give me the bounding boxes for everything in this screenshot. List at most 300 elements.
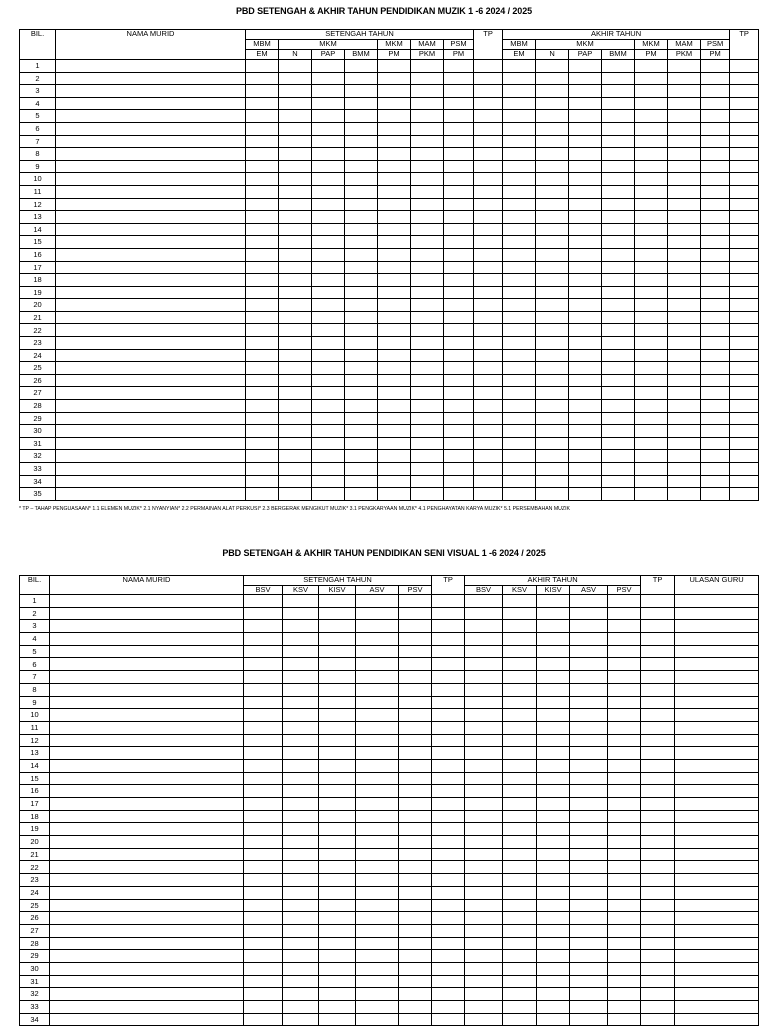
score-cell[interactable] bbox=[246, 223, 279, 236]
score-cell[interactable] bbox=[503, 211, 536, 224]
score-cell[interactable] bbox=[537, 683, 570, 696]
nama-murid-cell[interactable] bbox=[50, 810, 244, 823]
score-cell[interactable] bbox=[279, 72, 312, 85]
score-cell[interactable] bbox=[474, 148, 503, 161]
score-cell[interactable] bbox=[432, 798, 465, 811]
score-cell[interactable] bbox=[246, 148, 279, 161]
score-cell[interactable] bbox=[378, 97, 411, 110]
nama-murid-cell[interactable] bbox=[50, 785, 244, 798]
nama-murid-cell[interactable] bbox=[50, 658, 244, 671]
nama-murid-cell[interactable] bbox=[56, 286, 246, 299]
score-cell[interactable] bbox=[503, 899, 537, 912]
score-cell[interactable] bbox=[244, 950, 283, 963]
score-cell[interactable] bbox=[345, 425, 378, 438]
score-cell[interactable] bbox=[465, 658, 503, 671]
score-cell[interactable] bbox=[503, 759, 537, 772]
score-cell[interactable] bbox=[701, 236, 730, 249]
score-cell[interactable] bbox=[283, 721, 319, 734]
score-cell[interactable] bbox=[570, 658, 608, 671]
score-cell[interactable] bbox=[730, 299, 759, 312]
score-cell[interactable] bbox=[569, 60, 602, 73]
score-cell[interactable] bbox=[608, 962, 641, 975]
score-cell[interactable] bbox=[675, 671, 759, 684]
score-cell[interactable] bbox=[536, 248, 569, 261]
score-cell[interactable] bbox=[279, 324, 312, 337]
score-cell[interactable] bbox=[432, 785, 465, 798]
score-cell[interactable] bbox=[474, 97, 503, 110]
score-cell[interactable] bbox=[608, 607, 641, 620]
score-cell[interactable] bbox=[675, 798, 759, 811]
score-cell[interactable] bbox=[279, 400, 312, 413]
score-cell[interactable] bbox=[283, 607, 319, 620]
score-cell[interactable] bbox=[474, 299, 503, 312]
nama-murid-cell[interactable] bbox=[50, 620, 244, 633]
score-cell[interactable] bbox=[345, 475, 378, 488]
score-cell[interactable] bbox=[432, 861, 465, 874]
score-cell[interactable] bbox=[701, 337, 730, 350]
score-cell[interactable] bbox=[283, 747, 319, 760]
nama-murid-cell[interactable] bbox=[56, 311, 246, 324]
score-cell[interactable] bbox=[319, 874, 356, 887]
score-cell[interactable] bbox=[312, 173, 345, 186]
score-cell[interactable] bbox=[730, 122, 759, 135]
score-cell[interactable] bbox=[319, 924, 356, 937]
score-cell[interactable] bbox=[444, 236, 474, 249]
score-cell[interactable] bbox=[356, 645, 399, 658]
score-cell[interactable] bbox=[569, 160, 602, 173]
score-cell[interactable] bbox=[432, 671, 465, 684]
score-cell[interactable] bbox=[319, 747, 356, 760]
score-cell[interactable] bbox=[570, 848, 608, 861]
score-cell[interactable] bbox=[411, 286, 444, 299]
score-cell[interactable] bbox=[569, 248, 602, 261]
score-cell[interactable] bbox=[641, 899, 675, 912]
score-cell[interactable] bbox=[444, 450, 474, 463]
score-cell[interactable] bbox=[537, 924, 570, 937]
score-cell[interactable] bbox=[730, 488, 759, 501]
nama-murid-cell[interactable] bbox=[50, 950, 244, 963]
score-cell[interactable] bbox=[283, 696, 319, 709]
score-cell[interactable] bbox=[474, 475, 503, 488]
score-cell[interactable] bbox=[641, 886, 675, 899]
score-cell[interactable] bbox=[246, 60, 279, 73]
score-cell[interactable] bbox=[345, 72, 378, 85]
score-cell[interactable] bbox=[536, 349, 569, 362]
score-cell[interactable] bbox=[536, 160, 569, 173]
score-cell[interactable] bbox=[602, 412, 635, 425]
score-cell[interactable] bbox=[608, 899, 641, 912]
nama-murid-cell[interactable] bbox=[56, 110, 246, 123]
nama-murid-cell[interactable] bbox=[56, 261, 246, 274]
score-cell[interactable] bbox=[602, 223, 635, 236]
score-cell[interactable] bbox=[536, 97, 569, 110]
score-cell[interactable] bbox=[503, 72, 536, 85]
nama-murid-cell[interactable] bbox=[50, 721, 244, 734]
score-cell[interactable] bbox=[246, 110, 279, 123]
score-cell[interactable] bbox=[570, 734, 608, 747]
score-cell[interactable] bbox=[668, 412, 701, 425]
score-cell[interactable] bbox=[465, 836, 503, 849]
nama-murid-cell[interactable] bbox=[56, 248, 246, 261]
score-cell[interactable] bbox=[635, 437, 668, 450]
score-cell[interactable] bbox=[602, 85, 635, 98]
score-cell[interactable] bbox=[641, 810, 675, 823]
score-cell[interactable] bbox=[570, 937, 608, 950]
nama-murid-cell[interactable] bbox=[56, 198, 246, 211]
score-cell[interactable] bbox=[730, 362, 759, 375]
nama-murid-cell[interactable] bbox=[50, 962, 244, 975]
score-cell[interactable] bbox=[635, 122, 668, 135]
score-cell[interactable] bbox=[675, 785, 759, 798]
score-cell[interactable] bbox=[246, 97, 279, 110]
score-cell[interactable] bbox=[378, 248, 411, 261]
score-cell[interactable] bbox=[378, 72, 411, 85]
score-cell[interactable] bbox=[503, 595, 537, 608]
score-cell[interactable] bbox=[570, 607, 608, 620]
score-cell[interactable] bbox=[641, 620, 675, 633]
score-cell[interactable] bbox=[378, 412, 411, 425]
score-cell[interactable] bbox=[503, 475, 536, 488]
score-cell[interactable] bbox=[675, 658, 759, 671]
score-cell[interactable] bbox=[537, 810, 570, 823]
score-cell[interactable] bbox=[503, 160, 536, 173]
score-cell[interactable] bbox=[283, 912, 319, 925]
score-cell[interactable] bbox=[345, 173, 378, 186]
score-cell[interactable] bbox=[283, 924, 319, 937]
score-cell[interactable] bbox=[503, 874, 537, 887]
score-cell[interactable] bbox=[503, 823, 537, 836]
score-cell[interactable] bbox=[569, 362, 602, 375]
score-cell[interactable] bbox=[319, 759, 356, 772]
score-cell[interactable] bbox=[411, 412, 444, 425]
score-cell[interactable] bbox=[399, 696, 432, 709]
score-cell[interactable] bbox=[537, 721, 570, 734]
nama-murid-cell[interactable] bbox=[50, 988, 244, 1001]
score-cell[interactable] bbox=[246, 324, 279, 337]
score-cell[interactable] bbox=[345, 324, 378, 337]
score-cell[interactable] bbox=[244, 823, 283, 836]
score-cell[interactable] bbox=[356, 709, 399, 722]
score-cell[interactable] bbox=[399, 747, 432, 760]
score-cell[interactable] bbox=[675, 886, 759, 899]
score-cell[interactable] bbox=[537, 937, 570, 950]
score-cell[interactable] bbox=[411, 387, 444, 400]
score-cell[interactable] bbox=[730, 463, 759, 476]
score-cell[interactable] bbox=[465, 772, 503, 785]
score-cell[interactable] bbox=[345, 85, 378, 98]
score-cell[interactable] bbox=[244, 671, 283, 684]
score-cell[interactable] bbox=[668, 223, 701, 236]
score-cell[interactable] bbox=[319, 836, 356, 849]
score-cell[interactable] bbox=[668, 236, 701, 249]
score-cell[interactable] bbox=[503, 1001, 537, 1014]
score-cell[interactable] bbox=[444, 362, 474, 375]
score-cell[interactable] bbox=[474, 274, 503, 287]
score-cell[interactable] bbox=[474, 72, 503, 85]
score-cell[interactable] bbox=[244, 620, 283, 633]
score-cell[interactable] bbox=[635, 110, 668, 123]
score-cell[interactable] bbox=[641, 785, 675, 798]
score-cell[interactable] bbox=[536, 185, 569, 198]
score-cell[interactable] bbox=[319, 785, 356, 798]
nama-murid-cell[interactable] bbox=[56, 387, 246, 400]
score-cell[interactable] bbox=[602, 72, 635, 85]
score-cell[interactable] bbox=[411, 122, 444, 135]
score-cell[interactable] bbox=[701, 60, 730, 73]
score-cell[interactable] bbox=[432, 924, 465, 937]
score-cell[interactable] bbox=[635, 97, 668, 110]
score-cell[interactable] bbox=[356, 810, 399, 823]
score-cell[interactable] bbox=[536, 110, 569, 123]
score-cell[interactable] bbox=[608, 683, 641, 696]
nama-murid-cell[interactable] bbox=[50, 848, 244, 861]
score-cell[interactable] bbox=[432, 772, 465, 785]
score-cell[interactable] bbox=[444, 211, 474, 224]
score-cell[interactable] bbox=[602, 211, 635, 224]
score-cell[interactable] bbox=[675, 683, 759, 696]
score-cell[interactable] bbox=[444, 185, 474, 198]
score-cell[interactable] bbox=[474, 211, 503, 224]
score-cell[interactable] bbox=[635, 236, 668, 249]
score-cell[interactable] bbox=[474, 324, 503, 337]
score-cell[interactable] bbox=[411, 374, 444, 387]
score-cell[interactable] bbox=[283, 734, 319, 747]
nama-murid-cell[interactable] bbox=[56, 274, 246, 287]
score-cell[interactable] bbox=[444, 173, 474, 186]
score-cell[interactable] bbox=[675, 836, 759, 849]
score-cell[interactable] bbox=[411, 72, 444, 85]
score-cell[interactable] bbox=[503, 349, 536, 362]
score-cell[interactable] bbox=[675, 696, 759, 709]
score-cell[interactable] bbox=[701, 122, 730, 135]
score-cell[interactable] bbox=[399, 912, 432, 925]
score-cell[interactable] bbox=[246, 463, 279, 476]
score-cell[interactable] bbox=[474, 198, 503, 211]
score-cell[interactable] bbox=[570, 810, 608, 823]
score-cell[interactable] bbox=[635, 299, 668, 312]
score-cell[interactable] bbox=[283, 772, 319, 785]
score-cell[interactable] bbox=[432, 721, 465, 734]
score-cell[interactable] bbox=[474, 374, 503, 387]
nama-murid-cell[interactable] bbox=[50, 633, 244, 646]
score-cell[interactable] bbox=[312, 198, 345, 211]
score-cell[interactable] bbox=[465, 696, 503, 709]
score-cell[interactable] bbox=[356, 950, 399, 963]
score-cell[interactable] bbox=[675, 810, 759, 823]
score-cell[interactable] bbox=[503, 324, 536, 337]
score-cell[interactable] bbox=[345, 400, 378, 413]
nama-murid-cell[interactable] bbox=[56, 437, 246, 450]
score-cell[interactable] bbox=[312, 349, 345, 362]
score-cell[interactable] bbox=[570, 633, 608, 646]
score-cell[interactable] bbox=[730, 135, 759, 148]
score-cell[interactable] bbox=[569, 173, 602, 186]
score-cell[interactable] bbox=[537, 874, 570, 887]
score-cell[interactable] bbox=[570, 645, 608, 658]
score-cell[interactable] bbox=[503, 912, 537, 925]
score-cell[interactable] bbox=[432, 912, 465, 925]
score-cell[interactable] bbox=[503, 148, 536, 161]
score-cell[interactable] bbox=[602, 173, 635, 186]
score-cell[interactable] bbox=[378, 362, 411, 375]
score-cell[interactable] bbox=[602, 349, 635, 362]
score-cell[interactable] bbox=[319, 975, 356, 988]
nama-murid-cell[interactable] bbox=[50, 683, 244, 696]
score-cell[interactable] bbox=[602, 236, 635, 249]
score-cell[interactable] bbox=[246, 274, 279, 287]
score-cell[interactable] bbox=[641, 709, 675, 722]
score-cell[interactable] bbox=[641, 798, 675, 811]
score-cell[interactable] bbox=[675, 633, 759, 646]
score-cell[interactable] bbox=[701, 160, 730, 173]
score-cell[interactable] bbox=[641, 1001, 675, 1014]
score-cell[interactable] bbox=[641, 671, 675, 684]
score-cell[interactable] bbox=[319, 988, 356, 1001]
score-cell[interactable] bbox=[244, 899, 283, 912]
score-cell[interactable] bbox=[641, 950, 675, 963]
score-cell[interactable] bbox=[569, 324, 602, 337]
score-cell[interactable] bbox=[319, 607, 356, 620]
nama-murid-cell[interactable] bbox=[56, 60, 246, 73]
score-cell[interactable] bbox=[537, 620, 570, 633]
score-cell[interactable] bbox=[602, 122, 635, 135]
score-cell[interactable] bbox=[570, 836, 608, 849]
nama-murid-cell[interactable] bbox=[50, 836, 244, 849]
nama-murid-cell[interactable] bbox=[56, 185, 246, 198]
score-cell[interactable] bbox=[399, 899, 432, 912]
score-cell[interactable] bbox=[641, 747, 675, 760]
score-cell[interactable] bbox=[465, 823, 503, 836]
score-cell[interactable] bbox=[503, 425, 536, 438]
score-cell[interactable] bbox=[570, 759, 608, 772]
score-cell[interactable] bbox=[444, 488, 474, 501]
score-cell[interactable] bbox=[399, 810, 432, 823]
score-cell[interactable] bbox=[345, 248, 378, 261]
score-cell[interactable] bbox=[411, 160, 444, 173]
nama-murid-cell[interactable] bbox=[50, 975, 244, 988]
score-cell[interactable] bbox=[536, 387, 569, 400]
score-cell[interactable] bbox=[279, 148, 312, 161]
score-cell[interactable] bbox=[312, 122, 345, 135]
nama-murid-cell[interactable] bbox=[56, 85, 246, 98]
score-cell[interactable] bbox=[246, 337, 279, 350]
score-cell[interactable] bbox=[503, 223, 536, 236]
score-cell[interactable] bbox=[356, 937, 399, 950]
score-cell[interactable] bbox=[503, 836, 537, 849]
score-cell[interactable] bbox=[356, 962, 399, 975]
score-cell[interactable] bbox=[536, 173, 569, 186]
score-cell[interactable] bbox=[608, 836, 641, 849]
score-cell[interactable] bbox=[279, 160, 312, 173]
score-cell[interactable] bbox=[503, 299, 536, 312]
score-cell[interactable] bbox=[537, 886, 570, 899]
score-cell[interactable] bbox=[730, 97, 759, 110]
score-cell[interactable] bbox=[474, 450, 503, 463]
score-cell[interactable] bbox=[356, 595, 399, 608]
score-cell[interactable] bbox=[675, 709, 759, 722]
score-cell[interactable] bbox=[246, 475, 279, 488]
score-cell[interactable] bbox=[279, 248, 312, 261]
score-cell[interactable] bbox=[608, 975, 641, 988]
score-cell[interactable] bbox=[569, 400, 602, 413]
score-cell[interactable] bbox=[730, 72, 759, 85]
score-cell[interactable] bbox=[444, 110, 474, 123]
score-cell[interactable] bbox=[345, 261, 378, 274]
score-cell[interactable] bbox=[283, 1001, 319, 1014]
score-cell[interactable] bbox=[536, 488, 569, 501]
score-cell[interactable] bbox=[465, 747, 503, 760]
score-cell[interactable] bbox=[536, 324, 569, 337]
score-cell[interactable] bbox=[279, 173, 312, 186]
score-cell[interactable] bbox=[411, 236, 444, 249]
score-cell[interactable] bbox=[319, 658, 356, 671]
score-cell[interactable] bbox=[244, 988, 283, 1001]
score-cell[interactable] bbox=[701, 274, 730, 287]
score-cell[interactable] bbox=[503, 924, 537, 937]
score-cell[interactable] bbox=[641, 988, 675, 1001]
score-cell[interactable] bbox=[399, 988, 432, 1001]
score-cell[interactable] bbox=[701, 110, 730, 123]
score-cell[interactable] bbox=[312, 488, 345, 501]
score-cell[interactable] bbox=[635, 85, 668, 98]
score-cell[interactable] bbox=[503, 721, 537, 734]
score-cell[interactable] bbox=[432, 1001, 465, 1014]
score-cell[interactable] bbox=[569, 97, 602, 110]
score-cell[interactable] bbox=[411, 148, 444, 161]
score-cell[interactable] bbox=[345, 160, 378, 173]
score-cell[interactable] bbox=[312, 185, 345, 198]
score-cell[interactable] bbox=[312, 412, 345, 425]
score-cell[interactable] bbox=[675, 988, 759, 1001]
score-cell[interactable] bbox=[444, 337, 474, 350]
score-cell[interactable] bbox=[635, 148, 668, 161]
score-cell[interactable] bbox=[312, 85, 345, 98]
score-cell[interactable] bbox=[244, 810, 283, 823]
score-cell[interactable] bbox=[319, 633, 356, 646]
score-cell[interactable] bbox=[569, 198, 602, 211]
score-cell[interactable] bbox=[641, 683, 675, 696]
score-cell[interactable] bbox=[432, 810, 465, 823]
score-cell[interactable] bbox=[569, 337, 602, 350]
score-cell[interactable] bbox=[244, 785, 283, 798]
score-cell[interactable] bbox=[668, 185, 701, 198]
score-cell[interactable] bbox=[537, 899, 570, 912]
score-cell[interactable] bbox=[641, 861, 675, 874]
score-cell[interactable] bbox=[635, 412, 668, 425]
score-cell[interactable] bbox=[602, 97, 635, 110]
score-cell[interactable] bbox=[641, 633, 675, 646]
score-cell[interactable] bbox=[246, 248, 279, 261]
score-cell[interactable] bbox=[356, 772, 399, 785]
score-cell[interactable] bbox=[279, 223, 312, 236]
score-cell[interactable] bbox=[608, 798, 641, 811]
score-cell[interactable] bbox=[465, 988, 503, 1001]
score-cell[interactable] bbox=[537, 607, 570, 620]
score-cell[interactable] bbox=[474, 488, 503, 501]
score-cell[interactable] bbox=[503, 85, 536, 98]
score-cell[interactable] bbox=[283, 671, 319, 684]
score-cell[interactable] bbox=[668, 97, 701, 110]
score-cell[interactable] bbox=[319, 848, 356, 861]
score-cell[interactable] bbox=[465, 924, 503, 937]
score-cell[interactable] bbox=[503, 975, 537, 988]
score-cell[interactable] bbox=[608, 988, 641, 1001]
score-cell[interactable] bbox=[378, 236, 411, 249]
score-cell[interactable] bbox=[444, 274, 474, 287]
score-cell[interactable] bbox=[668, 211, 701, 224]
score-cell[interactable] bbox=[569, 488, 602, 501]
score-cell[interactable] bbox=[503, 135, 536, 148]
